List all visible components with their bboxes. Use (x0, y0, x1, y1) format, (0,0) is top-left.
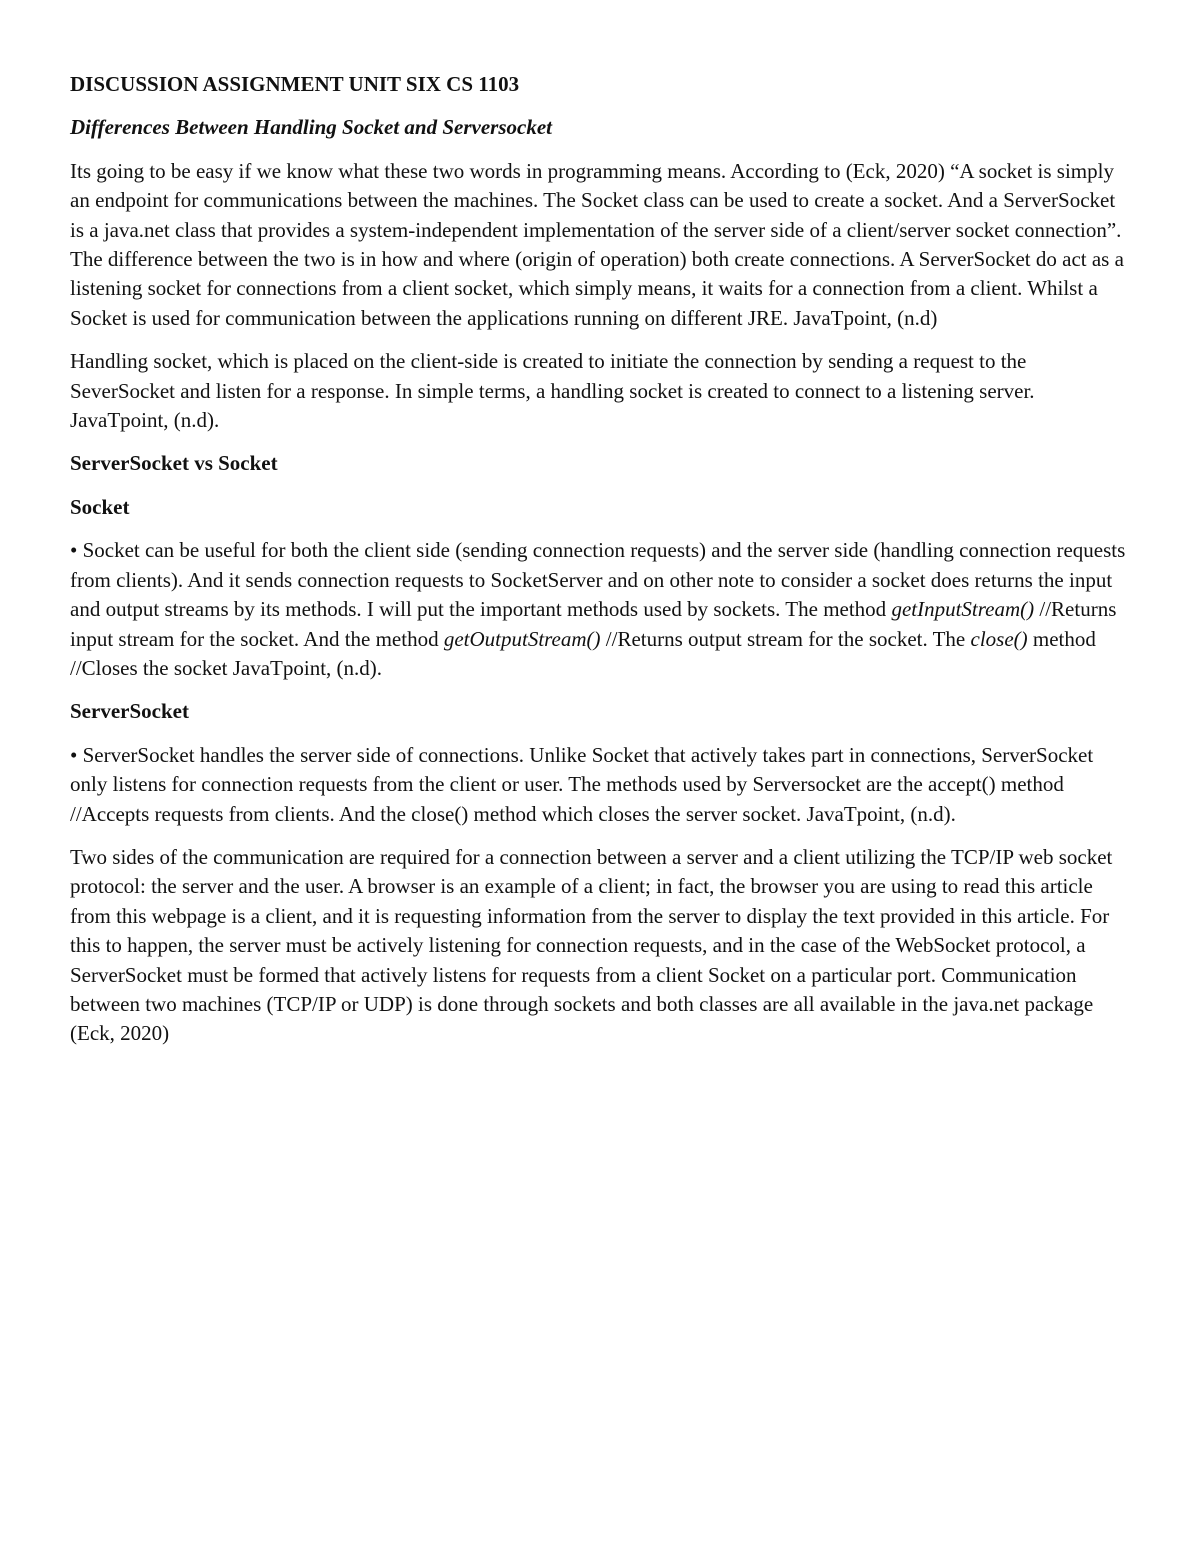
socket-bullet-text-2: //Returns input stream for the socket. And the method (70, 597, 1117, 651)
method-close: close() (970, 626, 1028, 651)
intro-paragraph: Its going to be easy if we know what these two words in programming means. According to (Eck, 2020) “A socket is simply an endpoint for communications between the machines. The Socket class can be used to create a socket. And a ServerSocket is a java.net class that provides a system-independent implementation of the server side of a client/server socket connection”. The difference between the two is in how and where (origin of operation) both create connections. A ServerSocket do act as a listening socket for connections from a client socket, which simply means, it waits for a connection from a client. Whilst a Socket is used for communication between the applications running on different JRE. JavaTpoint, (n.d) (70, 158, 1124, 330)
section-heading-socket: Socket (70, 494, 130, 519)
socket-bullet-text-1: • Socket can be useful for both the client side (sending connection requests) and the server side (handling connection requests from clients). And it sends connection requests to SocketServer and on other note to consider a socket does returns the input and output streams by its methods. I will put the important methods used by sockets. The method (70, 538, 1126, 622)
handling-socket-paragraph: Handling socket, which is placed on the client-side is created to initiate the connection by sending a request to the SeverSocket and listen for a response. In simple terms, a handling socket is created to connect to a listening server. JavaTpoint, (n.d). (70, 349, 1035, 433)
socket-bullet-text-3: //Returns output stream for the socket. The (600, 626, 971, 651)
document-page (70, 62, 1132, 1063)
section-heading-comparison: ServerSocket vs Socket (70, 451, 278, 476)
serversocket-bullet-paragraph: • ServerSocket handles the server side of connections. Unlike Socket that actively takes part in connections, ServerSocket only listens for connection requests from the client or user. The methods used by Serversocket are the accept() method //Accepts requests from clients. And the close() method which closes the server socket. JavaTpoint, (n.d). (70, 742, 1094, 826)
closing-paragraph: Two sides of the communication are required for a connection between a server and a client utilizing the TCP/IP web socket protocol: the server and the user. A browser is an example of a client; in fact, the browser you are using to read this article from this webpage is a client, and it is requesting information from the server to display the text provided in this article. For this to happen, the server must be actively listening for connection requests, and in the case of the WebSocket protocol, a ServerSocket must be formed that actively listens for requests from a client Socket on a particular port. Communication between two machines (TCP/IP or UDP) is done through sockets and both classes are all available in the java.net package (Eck, 2020) (70, 844, 1113, 1046)
method-getinputstream: getInputStream() (891, 597, 1035, 622)
method-getoutputstream: getOutputStream() (443, 626, 601, 651)
document-subtitle: Differences Between Handling Socket and Serversocket (70, 115, 552, 140)
document-title: DISCUSSION ASSIGNMENT UNIT SIX CS 1103 (70, 72, 520, 96)
socket-bullet-paragraph (70, 536, 1132, 683)
socket-bullet-text-4: method //Closes the socket JavaTpoint, (n.d). (70, 626, 1096, 680)
section-heading-serversocket: ServerSocket (70, 699, 189, 724)
